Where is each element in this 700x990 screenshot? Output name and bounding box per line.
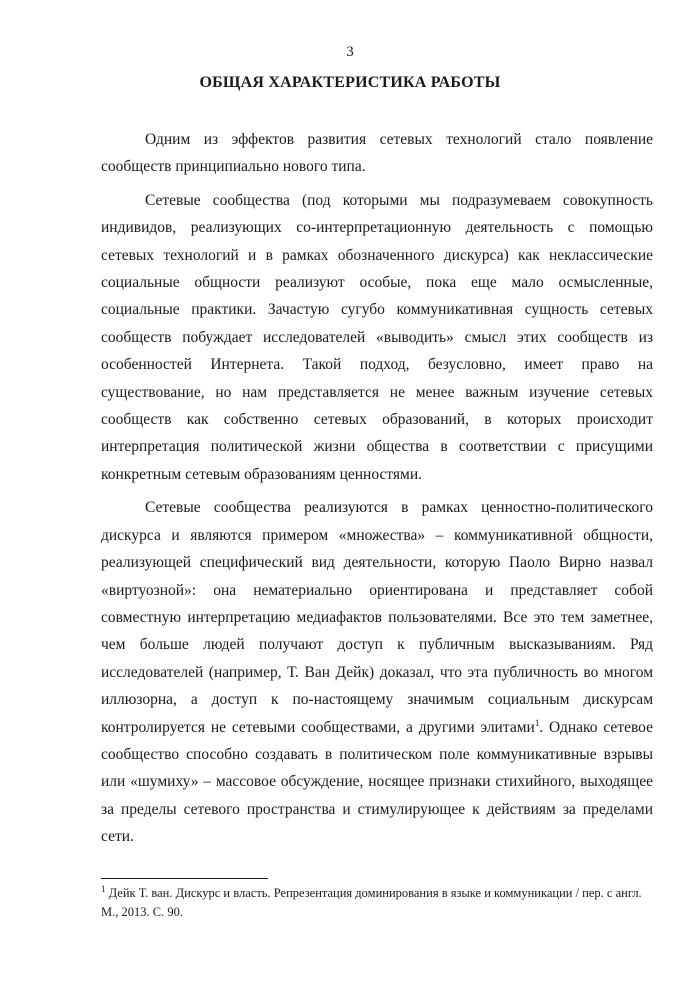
paragraph-2: Сетевые сообщества (под которыми мы подразумеваем совокупность индивидов, реализующих со-интерпретационную деятельность с помощью сетевых технологий и в рамках обозначенного дискурса) как неклассические социальные общности реализуют особые, пока еще мало осмысленные, социальные практики. Зачастую сугубо коммуникативная сущность сетевых сообществ побуждает исследователей «выводить» смысл этих сообществ из особенностей Интернета. Такой подход, безусловно, имеет право на существование, но нам представляется не менее важным изучение сетевых сообществ как собственно сетевых образований, в которых происходит интерпретация политической жизни общества в соответствии с присущими конкретным сетевым образованиям ценностями. — [101, 191, 653, 483]
page-title: ОБЩАЯ ХАРАКТЕРИСТИКА РАБОТЫ — [199, 74, 501, 91]
page-number: 3 — [346, 44, 354, 60]
paragraph-3-text-end: . Однако сетевое сообщество способно создавать в политическом поле коммуникативные взрывы или «шумиху» – массовое обсуждение, носящее признаки стихийного, выходящее за пределы сетевого пространства и стимулирующее к действиям за пределами сети. — [101, 718, 654, 846]
paragraph-3 — [101, 494, 653, 850]
footnote-reference[interactable]: 1 — [534, 717, 540, 728]
paragraph-1: Одним из эффектов развития сетевых технологий стало появление сообществ принципиально нового типа. — [101, 131, 653, 176]
footnote-marker: 1 — [101, 883, 106, 894]
footnote — [101, 884, 653, 922]
footnote-text: Дейк Т. ван. Дискурс и власть. Репрезентация доминирования в языке и коммуникации / пер. с англ. М., 2013. С. 90. — [101, 886, 642, 919]
footnote-divider — [101, 878, 268, 879]
body-text — [101, 126, 653, 857]
paragraph-3-text-start: Сетевые сообщества реализуются в рамках ценностно-политического дискурса и являются примером «множества» – коммуникативной общности, реализующей специфический вид деятельности, которую Паоло Вирно назвал «виртуозной»: она нематериально ориентирована и представляет собой совместную интерпретацию медиафактов пользователями. Все это тем заметнее, чем больше людей получают доступ к публичным высказываниям. Ряд исследователей (например, Т. Ван Дейк) доказал, что эта публичность во многом иллюзорна, а доступ к по-настоящему значимым социальным дискурсам контролируется не сетевыми сообществами, а другими элитами — [101, 499, 653, 736]
